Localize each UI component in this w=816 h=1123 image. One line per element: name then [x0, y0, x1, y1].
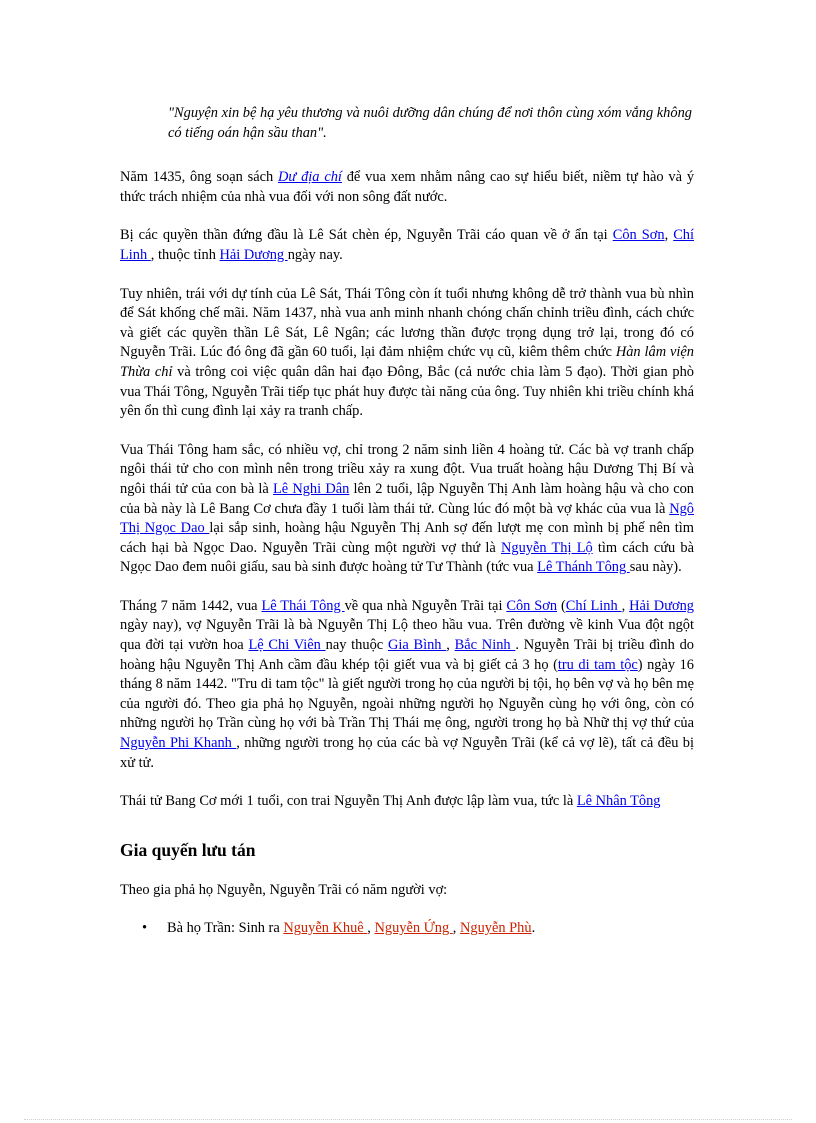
text-span: , thuộc tỉnh: [150, 246, 220, 263]
text-span: ngày nay.: [287, 246, 343, 263]
title-han-lam: Hàn lâm viện Thừa chỉ: [120, 344, 694, 380]
text-span: về qua nhà Nguyễn Trãi tại: [344, 597, 507, 614]
text-span: tìm cách cứu bà Ngọc Dao đem nuôi giấu, sau bà sinh được hoàng tử Tư Thành (tức vua: [120, 539, 695, 576]
link-nguyen-phu[interactable]: Nguyễn Phù: [460, 920, 532, 937]
link-le-chi-vien[interactable]: Lệ Chi Viên: [248, 637, 326, 654]
text-span: (: [557, 597, 566, 614]
text-span: lại sắp sinh, hoàng hậu Nguyễn Thị Anh sợ đến lượt mẹ con mình bị phế nên tìm cách hại bà Ngọc Dao. Nguyễn Trãi cùng một người vợ thứ là: [120, 520, 694, 556]
link-bac-ninh[interactable]: Bắc Ninh: [454, 637, 516, 654]
link-nguyen-thi-lo[interactable]: Nguyễn Thị Lộ: [501, 539, 593, 556]
text-span: ,: [621, 597, 630, 614]
text-span: Năm 1435, ông soạn sách: [120, 169, 279, 186]
paragraph-1442: [120, 597, 694, 773]
link-le-nhan-tong[interactable]: Lê Nhân Tông: [576, 793, 661, 810]
text-span: và trông coi việc quân dân hai đạo Đông, Bắc (cả nước chia làm 5 đạo). Thời gian phò vua Thái Tông, Nguyễn Trãi tiếp tục phát huy được tài năng của ông. Tuy nhiên khi triều chính khá yên ổn thì cung đình lại xảy ra tranh chấp.: [120, 363, 694, 420]
text-span: để vua xem nhằm nâng cao sự hiểu biết, niềm tự hào và ý thức trách nhiệm của nhà vua đối với non sông đất nước.: [120, 169, 695, 205]
text-span: nay thuộc: [325, 637, 388, 654]
link-nguyen-ung[interactable]: Nguyễn Ứng: [374, 920, 453, 937]
link-le-thai-tong[interactable]: Lê Thái Tông: [261, 597, 345, 614]
section-heading: Gia quyến lưu tán: [120, 839, 256, 860]
link-le-nghi-dan[interactable]: Lê Nghi Dân: [272, 480, 350, 497]
link-le-thanh-tong[interactable]: Lê Thánh Tông: [537, 559, 630, 576]
link-con-son-2[interactable]: Côn Sơn: [506, 597, 558, 614]
paragraph-bang-co: [120, 792, 694, 812]
text-span: lên 2 tuổi, lập Nguyễn Thị Anh làm hoàng hậu và cho con của bà này là Lê Bang Cơ chưa đầy 1 tuổi làm thái tử. Cùng lúc đó một bà vợ khác của vua là: [120, 480, 694, 517]
document-body: [120, 104, 694, 939]
link-hai-duong[interactable]: Hải Dương: [219, 246, 288, 263]
page-divider: [24, 1119, 792, 1120]
text-span: ) ngày 16 tháng 8 năm 1442. "Tru di tam tộc" là giết người trong họ của người bị tội, họ bên vợ và họ bên mẹ của người đó. Theo gia phả họ Nguyễn, ngoài những người họ Nguyễn cùng họ với ông, còn có những người họ Trần cùng họ với bà Trần Thị Thái mẹ ông, người trong họ bà Nhữ thị vợ thứ của: [120, 656, 694, 732]
paragraph-con-son: [120, 226, 694, 265]
text-span: Thái tử Bang Cơ mới 1 tuổi, con trai Nguyễn Thị Anh được lập làm vua, tức là: [120, 793, 577, 810]
paragraph-five-wives: Theo gia phả họ Nguyễn, Nguyễn Trãi có năm người vợ:: [120, 881, 448, 898]
link-du-dia-chi[interactable]: Dư địa chí: [278, 169, 342, 186]
link-chi-linh-2[interactable]: Chí Linh: [565, 597, 622, 614]
text-span: sau này).: [629, 559, 682, 576]
text-span: Tháng 7 năm 1442, vua: [120, 597, 262, 614]
link-hai-duong-2[interactable]: Hải Dương: [629, 597, 694, 614]
link-con-son[interactable]: Côn Sơn: [612, 227, 665, 244]
text-span: Bà họ Trần: Sinh ra: [167, 920, 284, 937]
text-span: ,: [452, 920, 460, 937]
paragraph-du-dia-chi: [120, 168, 694, 207]
link-nguyen-khue[interactable]: Nguyễn Khuê: [283, 920, 368, 937]
wives-list: [120, 919, 694, 939]
text-span: ,: [446, 637, 455, 654]
bullet-icon: •: [142, 920, 148, 937]
text-span: , những người trong họ của các bà vợ Nguyễn Trãi (kể cả vợ lẽ), tất cả đều bị xử tử.: [120, 735, 694, 771]
link-tru-di-tam-toc[interactable]: tru di tam tộc: [557, 656, 638, 673]
list-item: [142, 919, 694, 939]
text-span: ,: [664, 227, 674, 244]
link-ngo-thi-ngoc-dao[interactable]: Ngô Thị Ngọc Dao: [120, 500, 694, 537]
link-nguyen-phi-khanh[interactable]: Nguyễn Phi Khanh: [120, 735, 237, 752]
quote-paragraph: "Nguyện xin bệ hạ yêu thương và nuôi dưỡng dân chúng để nơi thôn cùng xóm vắng không có tiếng oán hận sầu than".: [168, 105, 692, 141]
text-span: .: [531, 920, 536, 937]
paragraph-le-sat: [120, 285, 694, 422]
text-span: Tuy nhiên, trái với dự tính của Lê Sát, Thái Tông còn ít tuổi nhưng không dễ trở thành vua bù nhìn để Sát khống chế mãi. Năm 1437, nhà vua anh minh nhanh chóng chấn chỉnh triều đình, cách chức và giết các quyền thần Lê Sát, Lê Ngân; các lương thần được trọng dụng trở lại, trong đó có Nguyễn Trãi. Lúc đó ông đã gần 60 tuổi, lại đảm nhiệm chức vụ cũ, kiêm thêm chức: [120, 285, 694, 361]
paragraph-thai-tong: [120, 441, 694, 578]
text-span: Bị các quyền thần đứng đầu là Lê Sát chèn ép, Nguyễn Trãi cáo quan về ở ẩn tại: [120, 227, 613, 244]
text-span: ,: [367, 920, 375, 937]
text-span: Vua Thái Tông ham sắc, có nhiều vợ, chỉ trong 2 năm sinh liền 4 hoàng tử. Các bà vợ tranh chấp ngôi thái tử cho con mình nên trong triều xảy ra xung đột. Vua truất hoàng hậu Dương Thị Bí và ngôi thái tử của con bà là: [120, 441, 694, 497]
link-gia-binh[interactable]: Gia Bình: [387, 637, 447, 654]
text-span: . Nguyễn Trãi bị triều đình do hoàng hậu Nguyễn Thị Anh cầm đầu khép tội giết vua và bị giết cả 3 họ (: [120, 637, 694, 673]
text-span: ngày nay), vợ Nguyễn Trãi là bà Nguyễn Thị Lộ theo hầu vua. Trên đường về kinh Vua đột ngột qua đời tại vườn hoa: [120, 617, 694, 654]
link-chi-linh[interactable]: Chí Linh: [120, 227, 694, 263]
